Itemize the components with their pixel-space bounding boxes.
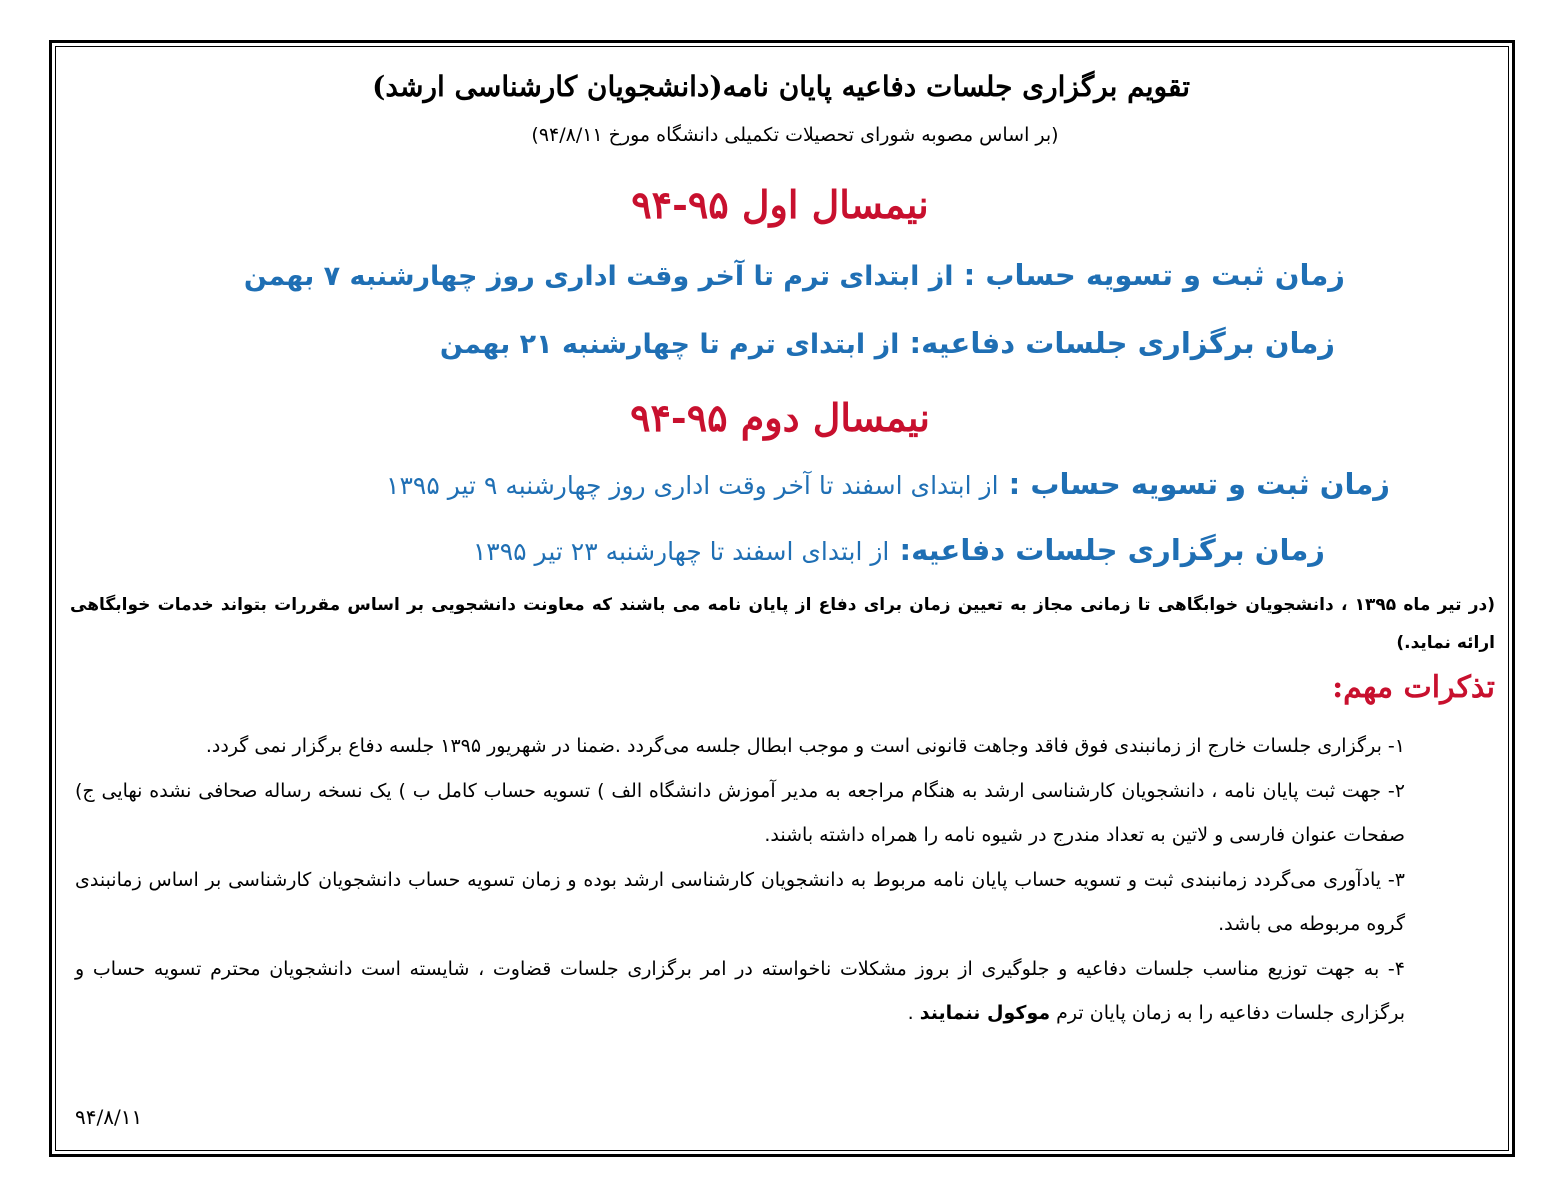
semester1-defense-label: زمان برگزاری جلسات دفاعیه: [909, 326, 1335, 360]
footer-date: ۹۴/۸/۱۱ [75, 1105, 143, 1129]
semester2-registration-value: از ابتدای اسفند تا آخر وقت اداری روز چهارشنبه ۹ تیر ۱۳۹۵ [386, 471, 999, 500]
semester2-heading: نیمسال دوم ۹۵-۹۴ [630, 395, 930, 440]
note-item-3: ۳- یادآوری می‌گردد زمانبندی ثبت و تسویه حساب پایان نامه مربوط به دانشجویان کارشناسی ارشد بوده و زمان تسویه حساب دانشجویان کارشناسی بر اساس زمانبندی گروه مربوطه می باشد. [75, 868, 1405, 935]
semester2-registration-row [205, 467, 1390, 501]
semester1-defense-value: از ابتدای ترم تا چهارشنبه ۲۱ بهمن [439, 329, 900, 360]
notes-list [75, 724, 1405, 1036]
semester1-registration-value: از ابتدای ترم تا آخر وقت اداری روز چهارشنبه ۷ بهمن [243, 261, 954, 292]
semester1-heading: نیمسال اول ۹۵-۹۴ [631, 182, 929, 227]
semester1-registration-row [195, 258, 1345, 292]
note-item-1: ۱- برگزاری جلسات خارج از زمانبندی فوق فاقد وجاهت قانونی است و موجب ابطال جلسه می‌گردد .ضمنا در شهریور ۱۳۹۵ جلسه دفاع برگزار نمی گردد. [205, 735, 1405, 757]
note-item-2: ۲- جهت ثبت پایان نامه ، دانشجویان کارشناسی ارشد به هنگام مراجعه به مدیر آموزش دانشگاه الف ) تسویه حساب کامل ب ) یک نسخه رساله صحافی نشده نهایی ج) صفحات عنوان فارسی و لاتین به تعداد مندرج در شیوه نامه را همراه داشته باشند. [75, 779, 1405, 846]
notes-heading: تذکرات مهم: [1332, 670, 1495, 705]
note-item-4-text: ۴- به جهت توزیع مناسب جلسات دفاعیه و جلوگیری از بروز مشکلات ناخواسته در امر برگزاری جلسات قضاوت ، شایسته است دانشجویان محترم تسویه حساب و برگزاری جلسات دفاعیه را به زمان پایان ترم [75, 957, 1405, 1024]
semester2-registration-label: زمان ثبت و تسویه حساب : [1008, 467, 1390, 501]
semester1-registration-label: زمان ثبت و تسویه حساب : [963, 258, 1345, 292]
dormitory-note: (در تیر ماه ۱۳۹۵ ، دانشجویان خوابگاهی تا زمانی مجاز به تعیین زمان برای دفاع از پایان نامه می باشند که معاونت دانشجویی بر اساس مقررات بتواند خدمات خوابگاهی ارائه نماید.) [70, 595, 1495, 653]
semester2-defense-label: زمان برگزاری جلسات دفاعیه: [899, 533, 1325, 567]
note-item-4-emphasis: موکول ننمایند [919, 1002, 1051, 1024]
semester2-defense-value: از ابتدای اسفند تا چهارشنبه ۲۳ تیر ۱۳۹۵ [472, 537, 890, 566]
note-item-4 [75, 947, 1405, 1036]
note-item-4-end: . [907, 1002, 920, 1024]
document-title: تقویم برگزاری جلسات دفاعیه پایان نامه(دانشجویان کارشناسی ارشد) [372, 70, 1190, 103]
semester1-defense-row [380, 326, 1335, 360]
semester2-defense-row [305, 533, 1325, 567]
document-subtitle: (بر اساس مصوبه شورای تحصیلات تکمیلی دانشگاه مورخ ۹۴/۸/۱۱) [531, 124, 1059, 146]
